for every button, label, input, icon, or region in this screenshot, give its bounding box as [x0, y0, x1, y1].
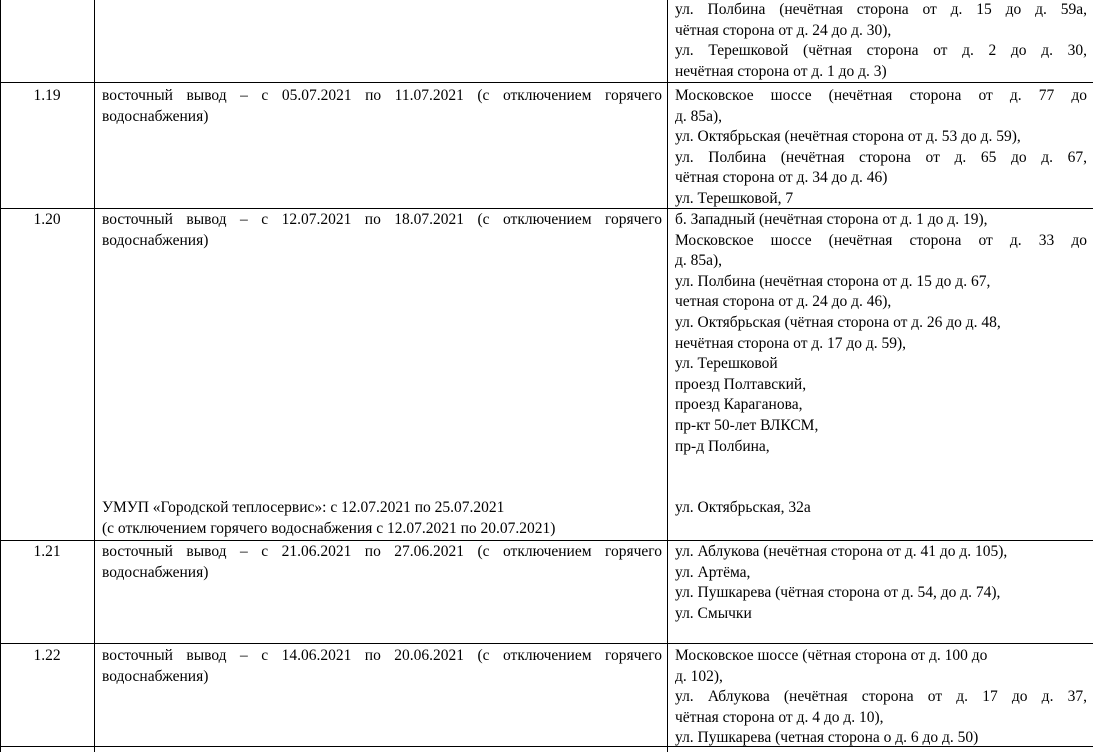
outage-description	[102, 542, 662, 583]
address-line: ул. Артёма,	[675, 563, 751, 581]
description-line: восточный вывод – с 14.06.2021 по 20.06.2021 (с отключением горячего	[102, 647, 662, 664]
column-divider-1	[94, 0, 95, 752]
address-line: ул. Аблукова (нечётная сторона от д. 17 до д. 37,	[675, 688, 1087, 706]
address-line: Московское шоссе (чётная сторона от д. 100 до	[675, 647, 988, 664]
address-line: ул. Аблукова (нечётная сторона от д. 41 до д. 105),	[675, 543, 1008, 560]
address-line: д. 85а),	[675, 252, 723, 270]
address-cell	[675, 86, 1087, 210]
outage-description	[102, 646, 662, 687]
address-line: Московское шоссе (нечётная сторона от д. 77 до	[675, 87, 1087, 104]
outage-description	[102, 210, 662, 251]
description-line: (с отключением горячего водоснабжения с 12.07.2021 по 20.07.2021)	[102, 519, 556, 537]
row-number: 1.19	[33, 87, 61, 104]
row-number: 1.21	[33, 543, 61, 560]
description-line: водоснабжения)	[102, 107, 209, 125]
address-line: ул. Терешковой, 7	[675, 189, 794, 207]
column-divider-2	[667, 0, 668, 752]
address-line: пр-д Полбина,	[675, 437, 770, 455]
address-line: пр-кт 50-лет ВЛКСМ,	[675, 416, 819, 434]
description-line: восточный вывод – с 12.07.2021 по 18.07.2021 (с отключением горячего	[102, 211, 662, 228]
address-line: ул. Октябрьская (нечётная сторона от д. 53 до д. 59),	[675, 128, 1021, 146]
address-line: ул. Пушкарева (четная сторона о д. 6 до д. 50)	[675, 729, 979, 747]
address-line: чётная сторона от д. 24 до д. 30),	[675, 21, 892, 39]
address-line: ул. Терешковой	[675, 355, 778, 373]
description-line: водоснабжения)	[102, 231, 209, 249]
address-cell	[675, 646, 1087, 749]
address-line: ул. Октябрьская (чётная сторона от д. 26 до д. 48,	[675, 313, 1001, 331]
address-line: чётная сторона от д. 34 до д. 46)	[675, 169, 888, 187]
description-line: восточный вывод – с 05.07.2021 по 11.07.2021 (с отключением горячего	[102, 87, 662, 104]
address-line: ул. Полбина (нечётная сторона от д. 15 до д. 59а,	[675, 1, 1087, 18]
address-cell	[675, 0, 1087, 82]
address-line: д. 85а),	[675, 107, 723, 125]
address-line: четная сторона от д. 24 до д. 46),	[675, 293, 892, 311]
table-border-left	[0, 0, 1, 752]
address-line: проезд Караганова,	[675, 396, 803, 414]
row-number: 1.22	[33, 647, 61, 664]
operator-description	[102, 498, 662, 539]
address-cell	[675, 210, 1087, 457]
address-cell	[675, 542, 1087, 624]
address-line: нечётная сторона от д. 17 до д. 59),	[675, 334, 907, 352]
row-divider	[0, 540, 1093, 541]
outage-description	[102, 86, 662, 127]
address-line: ул. Полбина (нечётная сторона от д. 65 до д. 67,	[675, 148, 1087, 166]
address-line: б. Западный (нечётная сторона от д. 1 до д. 19),	[675, 211, 988, 228]
address-line: ул. Терешковой (чётная сторона от д. 2 до д. 30,	[675, 42, 1087, 60]
address-line: проезд Полтавский,	[675, 375, 807, 393]
address-line: Московское шоссе (нечётная сторона от д. 33 до	[675, 231, 1087, 249]
address-line: ул. Смычки	[675, 604, 752, 622]
address-line: ул. Пушкарева (чётная сторона от д. 54, до д. 74),	[675, 584, 1001, 602]
address-line: д. 102),	[675, 667, 723, 685]
description-line: водоснабжения)	[102, 667, 209, 685]
address-cell	[675, 498, 1087, 519]
address-line: ул. Октябрьская, 32а	[675, 499, 811, 516]
description-line: водоснабжения)	[102, 563, 209, 581]
address-line: ул. Полбина (нечётная сторона от д. 15 до д. 67,	[675, 272, 991, 290]
row-divider	[0, 643, 1093, 644]
row-number: 1.20	[33, 211, 61, 228]
address-line: чётная сторона от д. 4 до д. 10),	[675, 708, 884, 726]
description-line: УМУП «Городской теплосервис»: с 12.07.2021 по 25.07.2021	[102, 499, 505, 516]
address-line: нечётная сторона от д. 1 до д. 3)	[675, 62, 887, 80]
description-line: восточный вывод – с 21.06.2021 по 27.06.2021 (с отключением горячего	[102, 543, 662, 560]
